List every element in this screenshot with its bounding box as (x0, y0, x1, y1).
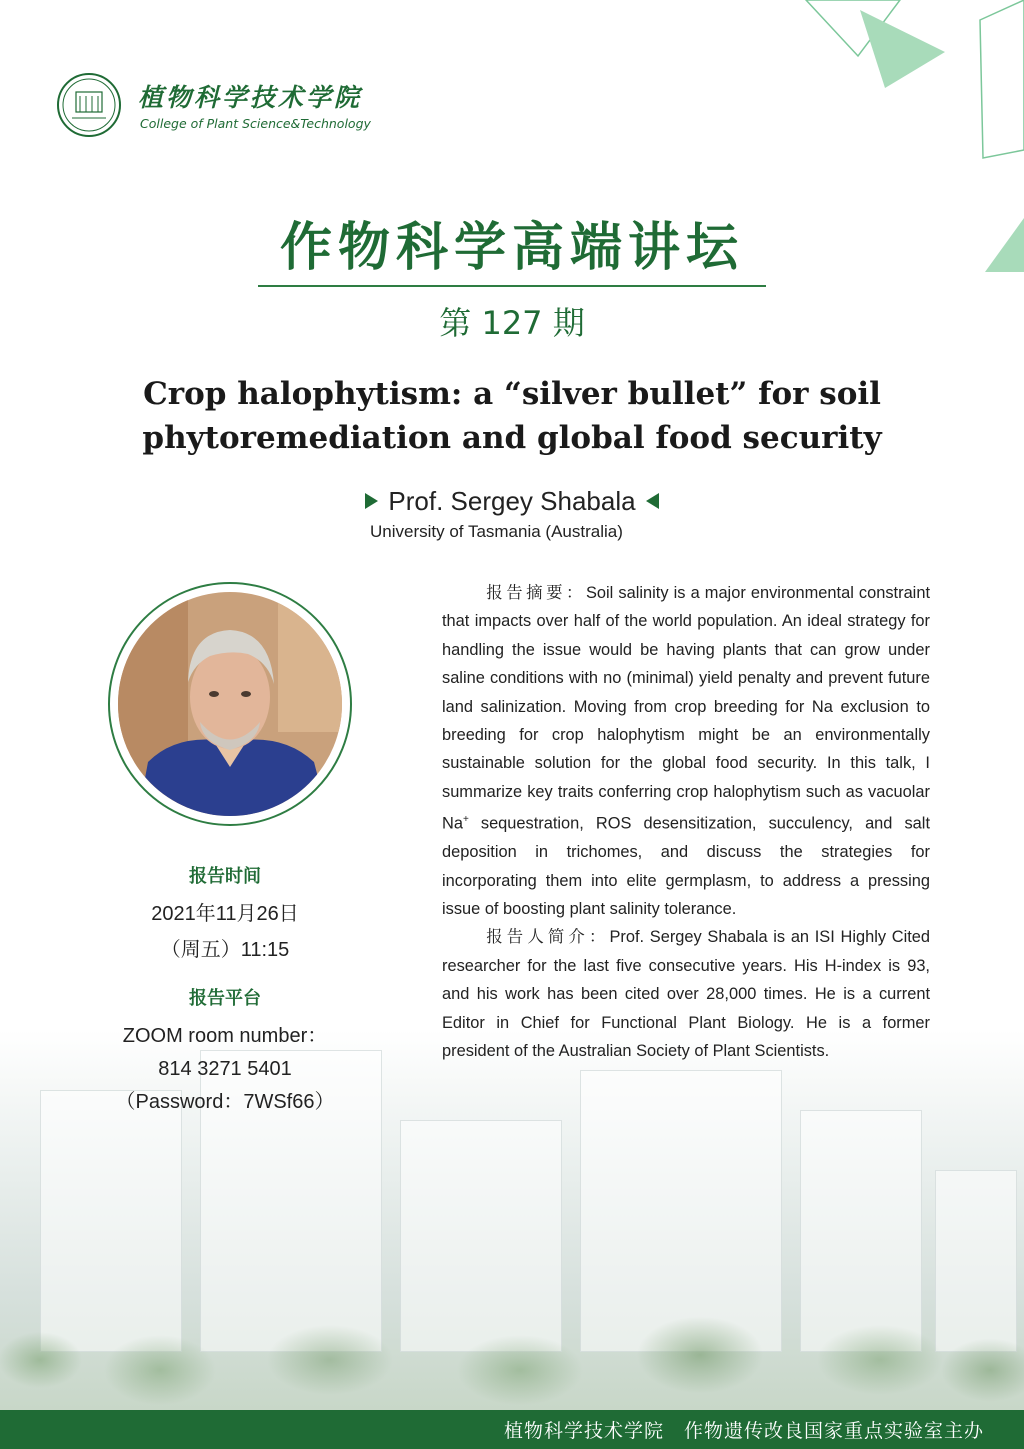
schedule-block (100, 862, 350, 967)
bio-text: Prof. Sergey Shabala is an ISI Highly Cited researcher for the last five consecutive years. His H-index is 93, and his work has been cited over 28,000 times. He is a current Editor in Chief for Functional Plant Biology. He is a former president of the Australian Society of Plant Scientists. (442, 928, 930, 1060)
title-divider (258, 285, 766, 287)
time-label: 报告时间 (189, 866, 261, 887)
talk-title (100, 372, 924, 460)
talk-title-line-2: phytoremediation and global food security (142, 420, 882, 456)
series-title: 作物科学高端讲坛 (279, 217, 744, 278)
abstract-text-1: Soil salinity is a major environmental constraint that impacts over half of the world population. An ideal strategy for handling the issue would be having plants that can grow under saline conditions with no (minimal) yield penalty and prevent future land salinization. Moving from crop breeding for Na exclusion to breeding for crop halophytism might be an environmentally sustainable solution for the global food security. In this talk, I summarize key traits conferring crop halophytism such as vacuolar Na (442, 584, 930, 833)
talk-title-line-1: Crop halophytism: a “silver bullet” for soil (143, 376, 881, 412)
college-name-en: College of Plant Science&Technology (140, 116, 371, 131)
platform-label: 报告平台 (189, 988, 261, 1009)
talk-weekday-time: （周五）11:15 (160, 939, 290, 961)
issue-number: 第 127 期 (439, 304, 585, 342)
speaker-portrait-icon (118, 592, 342, 816)
platform-block (100, 984, 350, 1119)
speaker-name: Prof. Sergey Shabala (388, 486, 636, 516)
abstract-section (442, 579, 930, 1065)
triangle-left-icon (646, 493, 659, 509)
zoom-password: （Password：7WSf66） (115, 1091, 335, 1113)
abstract-paragraph (442, 579, 930, 923)
college-logo (56, 72, 396, 142)
abstract-text-2: sequestration, ROS desensitization, succulency, and salt deposition in trichomes, and discuss the strategies for incorporating them into elite germplasm, to address a pressing issue of boosting plant salinity tolerance. (442, 814, 930, 918)
speaker-line (0, 486, 1024, 517)
tree-line (0, 1300, 1024, 1410)
speaker-affiliation: University of Tasmania (Australia) (370, 522, 623, 541)
abstract-superscript: + (462, 814, 469, 826)
footer-organizers: 植物科学技术学院 作物遗传改良国家重点实验室主办 (503, 1420, 984, 1442)
speaker-photo (118, 592, 342, 816)
college-name-cn: 植物科学技术学院 (138, 83, 363, 112)
zoom-room-number: 814 3271 5401 (158, 1058, 292, 1080)
triangle-right-icon (365, 493, 378, 509)
abstract-label: 报告摘要： (486, 584, 586, 602)
college-seal-icon (56, 72, 122, 138)
bio-paragraph (442, 923, 930, 1065)
zoom-room-label: ZOOM room number： (122, 1025, 328, 1047)
talk-date: 2021年11月26日 (151, 903, 299, 925)
bio-label: 报告人简介： (486, 928, 610, 947)
footer-bar (0, 1410, 1024, 1449)
